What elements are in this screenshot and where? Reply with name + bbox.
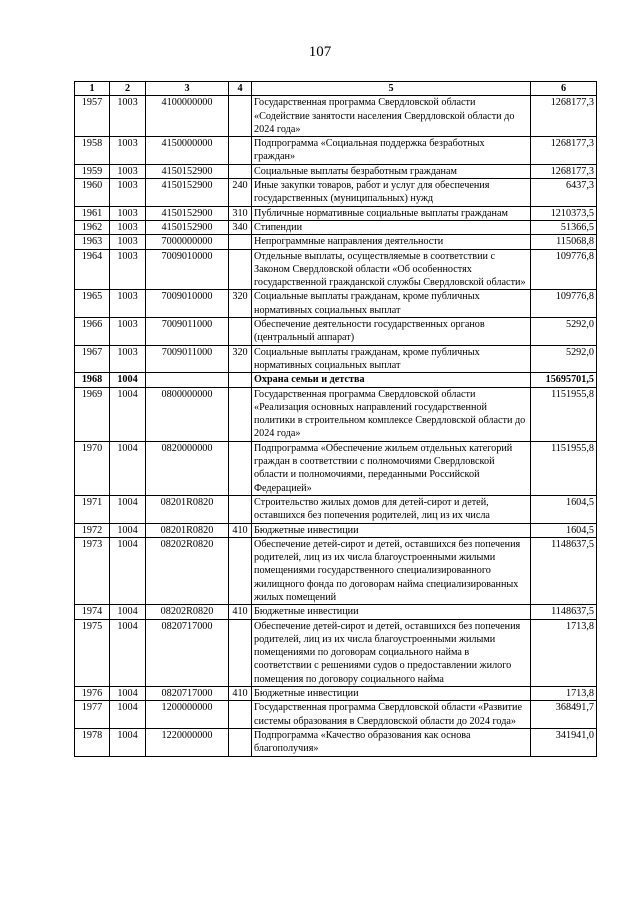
row-number: 1974 [75,605,110,619]
section-code: 1004 [110,619,146,686]
table-header [75,82,597,96]
table-row [75,345,597,373]
expense-type-code [229,164,252,178]
target-article-code: 08202R0820 [146,605,229,619]
section-code: 1003 [110,179,146,207]
table-row [75,619,597,686]
expense-type-code [229,387,252,441]
section-code: 1004 [110,387,146,441]
target-article-code: 4100000000 [146,96,229,137]
section-code: 1004 [110,605,146,619]
section-code: 1003 [110,345,146,373]
section-code: 1004 [110,495,146,523]
amount: 109776,8 [531,249,597,290]
row-number: 1978 [75,728,110,756]
row-number: 1966 [75,318,110,346]
section-code: 1003 [110,220,146,234]
expense-type-code: 240 [229,179,252,207]
amount: 1713,8 [531,619,597,686]
table-row [75,206,597,220]
row-number: 1977 [75,701,110,729]
expense-type-code [229,318,252,346]
target-article-code: 4150152900 [146,220,229,234]
header-col-3: 3 [146,82,229,96]
target-article-code: 08201R0820 [146,495,229,523]
section-code: 1004 [110,537,146,604]
target-article-code: 7000000000 [146,235,229,249]
item-name: Подпрограмма «Качество образования как основа благополучия» [252,728,531,756]
row-number: 1964 [75,249,110,290]
header-row [75,82,597,96]
item-name: Отдельные выплаты, осуществляемые в соответствии с Законом Свердловской области «Об особенностях государственной гражданской службы Свердловской области» [252,249,531,290]
expense-type-code [229,235,252,249]
expense-type-code [229,137,252,165]
row-number: 1970 [75,441,110,495]
header-col-1: 1 [75,82,110,96]
item-name: Непрограммные направления деятельности [252,235,531,249]
expense-type-code [229,537,252,604]
header-col-6: 6 [531,82,597,96]
expense-type-code: 410 [229,605,252,619]
item-name: Государственная программа Свердловской области «Содействие занятости населения Свердловской области до 2024 года» [252,96,531,137]
table-row [75,318,597,346]
amount: 1210373,5 [531,206,597,220]
amount: 1148637,5 [531,537,597,604]
table-row [75,179,597,207]
header-col-4: 4 [229,82,252,96]
target-article-code: 7009011000 [146,318,229,346]
item-name: Бюджетные инвестиции [252,523,531,537]
expense-type-code: 410 [229,687,252,701]
table-row [75,728,597,756]
row-number: 1975 [75,619,110,686]
row-number: 1957 [75,96,110,137]
amount: 1151955,8 [531,441,597,495]
section-code: 1003 [110,318,146,346]
expense-type-code [229,619,252,686]
table-row [75,687,597,701]
item-name: Социальные выплаты гражданам, кроме публичных нормативных социальных выплат [252,290,531,318]
item-name: Государственная программа Свердловской области «Развитие системы образования в Свердловской области до 2024 года» [252,701,531,729]
expense-type-code [229,249,252,290]
row-number: 1960 [75,179,110,207]
amount: 1604,5 [531,495,597,523]
section-code: 1003 [110,96,146,137]
amount: 115068,8 [531,235,597,249]
expense-type-code [229,495,252,523]
item-name: Государственная программа Свердловской области «Реализация основных направлений государственной политики в строительном комплексе Свердловской области до 2024 года» [252,387,531,441]
row-number: 1965 [75,290,110,318]
section-code: 1004 [110,523,146,537]
target-article-code: 7009010000 [146,249,229,290]
target-article-code: 4150152900 [146,206,229,220]
item-name: Строительство жилых домов для детей-сирот и детей, оставшихся без попечения родителей, лиц из их числа [252,495,531,523]
target-article-code: 7009010000 [146,290,229,318]
table-row [75,290,597,318]
section-code: 1004 [110,687,146,701]
target-article-code [146,373,229,387]
target-article-code: 4150152900 [146,164,229,178]
table-row [75,387,597,441]
item-name: Обеспечение деятельности государственных органов (центральный аппарат) [252,318,531,346]
section-code: 1004 [110,373,146,387]
item-name: Обеспечение детей-сирот и детей, оставшихся без попечения родителей, лиц из их числа благоустроенными жилыми помещениями государственного специализированного жилищного фонда по договорам найма специализированных жилых помещений [252,537,531,604]
amount: 368491,7 [531,701,597,729]
table-row [75,495,597,523]
row-number: 1971 [75,495,110,523]
row-number: 1963 [75,235,110,249]
table-row [75,605,597,619]
item-name: Бюджетные инвестиции [252,687,531,701]
section-code: 1003 [110,235,146,249]
amount: 1148637,5 [531,605,597,619]
target-article-code: 4150000000 [146,137,229,165]
item-name: Публичные нормативные социальные выплаты гражданам [252,206,531,220]
amount: 1151955,8 [531,387,597,441]
target-article-code: 4150152900 [146,179,229,207]
section-code: 1003 [110,290,146,318]
row-number: 1969 [75,387,110,441]
target-article-code: 1220000000 [146,728,229,756]
expense-type-code [229,96,252,137]
amount: 15695701,5 [531,373,597,387]
target-article-code: 1200000000 [146,701,229,729]
amount: 109776,8 [531,290,597,318]
expense-type-code [229,373,252,387]
target-article-code: 0800000000 [146,387,229,441]
section-code: 1003 [110,249,146,290]
amount: 1268177,3 [531,164,597,178]
amount: 341941,0 [531,728,597,756]
section-code: 1003 [110,164,146,178]
target-article-code: 08201R0820 [146,523,229,537]
target-article-code: 08202R0820 [146,537,229,604]
row-number: 1958 [75,137,110,165]
item-name: Подпрограмма «Обеспечение жильем отдельных категорий граждан в соответствии с полномочиями Свердловской области и полномочиями, переданными Российской Федерацией» [252,441,531,495]
target-article-code: 0820000000 [146,441,229,495]
amount: 5292,0 [531,318,597,346]
amount: 6437,3 [531,179,597,207]
expense-type-code: 320 [229,290,252,318]
item-name: Иные закупки товаров, работ и услуг для обеспечения государственных (муниципальных) нужд [252,179,531,207]
expense-type-code [229,441,252,495]
amount: 1268177,3 [531,96,597,137]
table-row [75,537,597,604]
expense-type-code [229,701,252,729]
table-row [75,96,597,137]
section-code: 1003 [110,206,146,220]
row-number: 1968 [75,373,110,387]
table-row [75,235,597,249]
row-number: 1961 [75,206,110,220]
item-name: Стипендии [252,220,531,234]
item-name: Обеспечение детей-сирот и детей, оставшихся без попечения родителей, лиц из их числа благоустроенными жилыми помещениями по договорам социального найма в соответствии с решениями судов о предоставлении жилого помещения по договору социального найма [252,619,531,686]
target-article-code: 0820717000 [146,619,229,686]
table-row [75,373,597,387]
amount: 5292,0 [531,345,597,373]
expense-type-code: 310 [229,206,252,220]
section-code: 1004 [110,701,146,729]
table-row [75,249,597,290]
header-col-2: 2 [110,82,146,96]
table-row [75,137,597,165]
row-number: 1967 [75,345,110,373]
budget-table [74,81,597,757]
table-row [75,164,597,178]
page-number: 107 [308,44,332,60]
item-name: Подпрограмма «Социальная поддержка безработных граждан» [252,137,531,165]
row-number: 1972 [75,523,110,537]
item-name: Охрана семьи и детства [252,373,531,387]
amount: 1713,8 [531,687,597,701]
table-body [75,96,597,756]
item-name: Бюджетные инвестиции [252,605,531,619]
section-code: 1004 [110,728,146,756]
amount: 51366,5 [531,220,597,234]
item-name: Социальные выплаты гражданам, кроме публичных нормативных социальных выплат [252,345,531,373]
expense-type-code: 320 [229,345,252,373]
expense-type-code [229,728,252,756]
table-row [75,701,597,729]
target-article-code: 7009011000 [146,345,229,373]
item-name: Социальные выплаты безработным гражданам [252,164,531,178]
row-number: 1959 [75,164,110,178]
table-row [75,220,597,234]
header-col-5: 5 [252,82,531,96]
table-row [75,441,597,495]
amount: 1604,5 [531,523,597,537]
expense-type-code: 340 [229,220,252,234]
expense-type-code: 410 [229,523,252,537]
table-row [75,523,597,537]
row-number: 1962 [75,220,110,234]
row-number: 1973 [75,537,110,604]
section-code: 1003 [110,137,146,165]
amount: 1268177,3 [531,137,597,165]
target-article-code: 0820717000 [146,687,229,701]
section-code: 1004 [110,441,146,495]
row-number: 1976 [75,687,110,701]
